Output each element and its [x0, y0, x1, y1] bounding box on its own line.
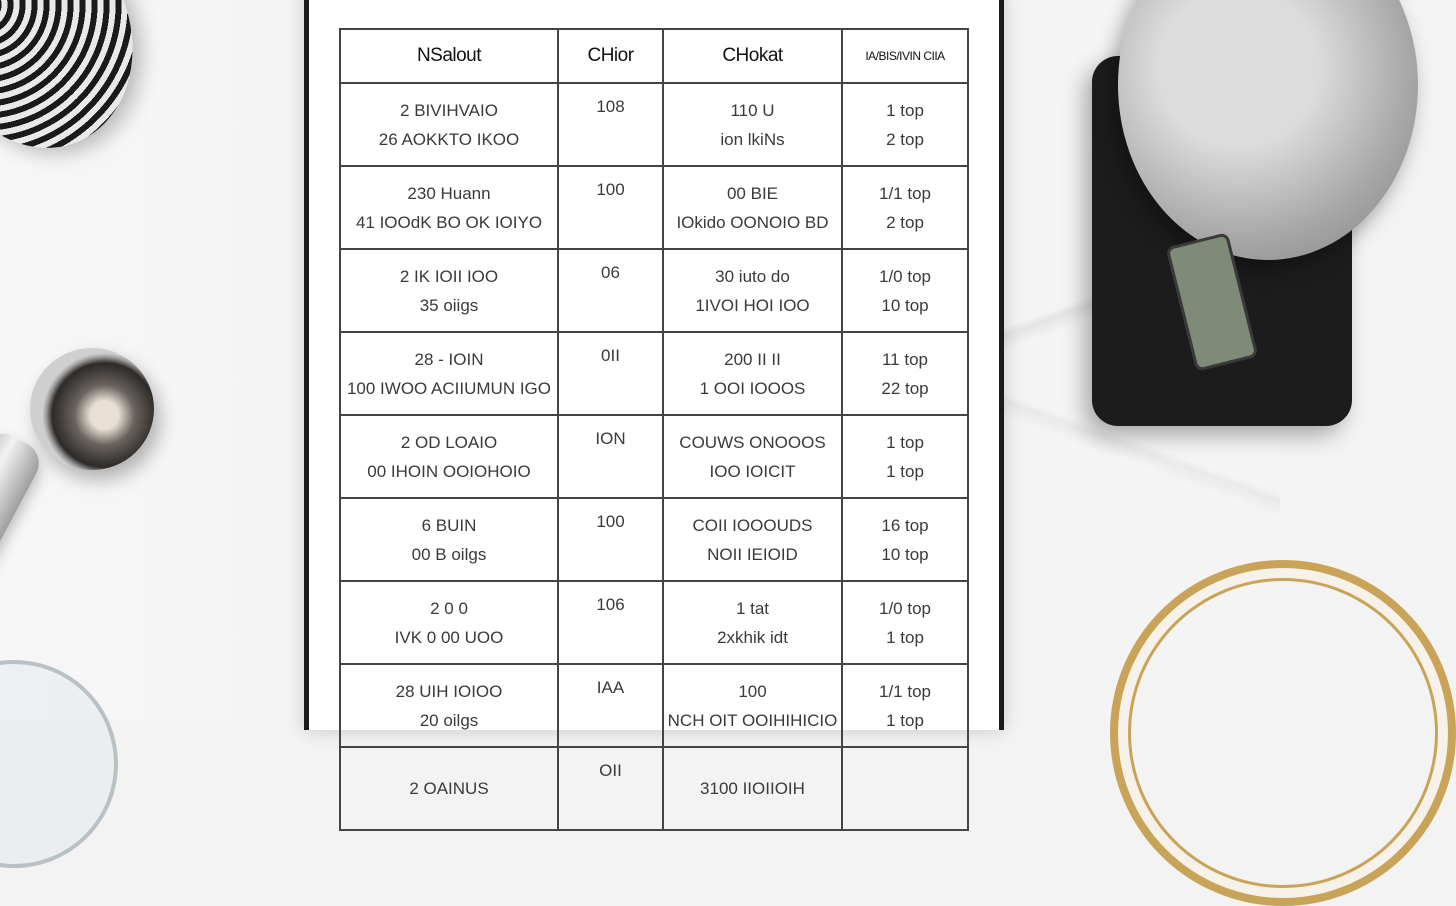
table-row [340, 166, 968, 249]
cell-line: ion lkiNs [720, 129, 785, 149]
cell-line: 3100 IIOIIOIH [700, 779, 805, 798]
cell-line: IVK 0 00 UOO [394, 627, 504, 647]
cell-line: 11 top [881, 349, 928, 369]
table-cell-col-3 [663, 83, 842, 166]
table-cell-col-4 [842, 415, 968, 498]
cell-line: 06 [601, 263, 620, 282]
cell-line: 16 top [881, 515, 929, 535]
table-header-row [340, 29, 968, 83]
table-cell-col-2 [558, 747, 663, 830]
table-cell-col-4 [842, 249, 968, 332]
cell-line: 00 IHOIN OOIOHOIO [367, 461, 531, 481]
table-cell-col-1 [340, 166, 558, 249]
cell-line: 00 B oilgs [411, 544, 487, 564]
cell-line: 6 BUIN [421, 515, 477, 535]
table-cell-col-1 [340, 249, 558, 332]
cell-line: 30 iuto do [715, 266, 790, 286]
table-cell-col-3 [663, 581, 842, 664]
header-col-3: CHokat [663, 29, 842, 83]
table-cell-col-4 [842, 747, 968, 830]
cell-line: 41 IOOdK BO OK IOIYO [355, 212, 543, 232]
table-cell-col-4 [842, 498, 968, 581]
cell-line: 26 AOKKTO IKOO [378, 129, 520, 149]
cell-line: 22 top [881, 378, 929, 398]
cell-line: 00 BIE [726, 183, 779, 203]
table-cell-col-1 [340, 747, 558, 830]
header-col-4-line-1: IA/BIS/IVIN [865, 48, 921, 63]
table-cell-col-2 [558, 581, 663, 664]
cell-line: 28 - IOIN [414, 349, 484, 369]
table-row [340, 249, 968, 332]
cell-line: 1 top [886, 710, 924, 730]
table-cell-col-4 [842, 664, 968, 747]
cell-line: 1 OOI IOOOS [699, 378, 806, 398]
cell-line: 1/1 top [879, 183, 931, 203]
cell-line: 230 Huann [407, 183, 491, 203]
cell-line: 108 [596, 97, 625, 116]
table-cell-col-3 [663, 498, 842, 581]
cell-line: 2xkhik idt [717, 627, 788, 647]
cell-line: 1 top [886, 627, 924, 647]
table-cell-col-1 [340, 83, 558, 166]
cell-line: 28 UIH IOIOO [395, 681, 503, 701]
cell-line: 1 top [886, 100, 924, 120]
table-cell-col-3 [663, 664, 842, 747]
table-cell-col-1 [340, 581, 558, 664]
table-cell-col-2 [558, 498, 663, 581]
cell-line: 1 top [886, 461, 924, 481]
table-row [340, 415, 968, 498]
table-cell-col-2 [558, 415, 663, 498]
cell-line: 200 II II [724, 349, 781, 369]
table-cell-col-1 [340, 415, 558, 498]
table-cell-col-3 [663, 332, 842, 415]
cell-line: 2 OAINUS [409, 779, 489, 798]
table-row [340, 747, 968, 830]
cell-line: OII [599, 761, 622, 780]
conversion-table [339, 28, 969, 831]
table-cell-col-4 [842, 166, 968, 249]
cell-line: IOO IOICIT [709, 461, 796, 481]
cell-line: 0II [601, 346, 620, 365]
whisk-icon [0, 0, 164, 176]
cell-line: COII IOOOUDS [692, 515, 813, 535]
table-row [340, 581, 968, 664]
measuring-spoon-handle-icon [0, 426, 46, 622]
cell-line: 1/0 top [879, 266, 931, 286]
cell-line: 1/1 top [879, 681, 931, 701]
measuring-spoon-icon [30, 348, 154, 470]
table-cell-col-4 [842, 581, 968, 664]
table-cell-col-2 [558, 249, 663, 332]
header-col-2: CHior [558, 29, 663, 83]
cell-line: IAA [596, 678, 625, 697]
cell-line: 1 tat [735, 598, 770, 618]
glass-bowl-icon [0, 660, 118, 868]
cell-line: 2 0 0 [430, 598, 468, 618]
table-cell-col-2 [558, 664, 663, 747]
table-cell-col-3 [663, 415, 842, 498]
cell-line: NCH OIT OOIHIHICIO [667, 710, 838, 730]
cell-line: 100 [596, 512, 625, 531]
header-col-1: NSalout [340, 29, 558, 83]
cell-line: 20 oilgs [419, 710, 479, 730]
table-cell-col-4 [842, 332, 968, 415]
cell-line: NOII IEIOID [707, 544, 798, 564]
cell-line: 10 top [881, 295, 929, 315]
cell-line: 2 OD LOAIO [400, 432, 498, 452]
header-col-4 [842, 29, 968, 83]
cell-line: 2 IK IOII IOO [399, 266, 499, 286]
table-cell-col-1 [340, 664, 558, 747]
cell-line: 2 top [886, 212, 924, 232]
cell-line: 10 top [881, 544, 929, 564]
header-col-4-line-2: CIIA [923, 48, 945, 63]
table-row [340, 498, 968, 581]
table-cell-col-4 [842, 83, 968, 166]
table-cell-col-2 [558, 332, 663, 415]
table-row [340, 332, 968, 415]
cell-line: ION [595, 429, 626, 448]
cell-line: 2 top [886, 129, 924, 149]
table-cell-col-1 [340, 498, 558, 581]
table-cell-col-2 [558, 83, 663, 166]
cell-line: 1 top [886, 432, 924, 452]
cell-line: COUWS ONOOOS [679, 432, 826, 452]
cell-line: 100 IWOO ACIIUMUN IGO [346, 378, 552, 398]
cell-line: 1/0 top [879, 598, 931, 618]
table-cell-col-2 [558, 166, 663, 249]
table-cell-col-3 [663, 249, 842, 332]
cell-line: 110 U [730, 100, 775, 120]
gold-rim-plate-icon [1110, 560, 1456, 906]
table-cell-col-3 [663, 166, 842, 249]
table-cell-col-1 [340, 332, 558, 415]
cell-line: 100 [738, 681, 767, 701]
table-row [340, 83, 968, 166]
conversion-chart-sheet [304, 0, 1004, 798]
cell-line: 35 oiigs [419, 295, 479, 315]
table-row [340, 664, 968, 747]
table-cell-col-3 [663, 747, 842, 830]
cell-line: IOkido OONOIO BD [676, 212, 829, 232]
cell-line: 1IVOI HOI IOO [695, 295, 810, 315]
cell-line: 100 [596, 180, 625, 199]
cell-line: 2 BIVIHVAIO [400, 100, 498, 120]
cell-line: 106 [596, 595, 625, 614]
